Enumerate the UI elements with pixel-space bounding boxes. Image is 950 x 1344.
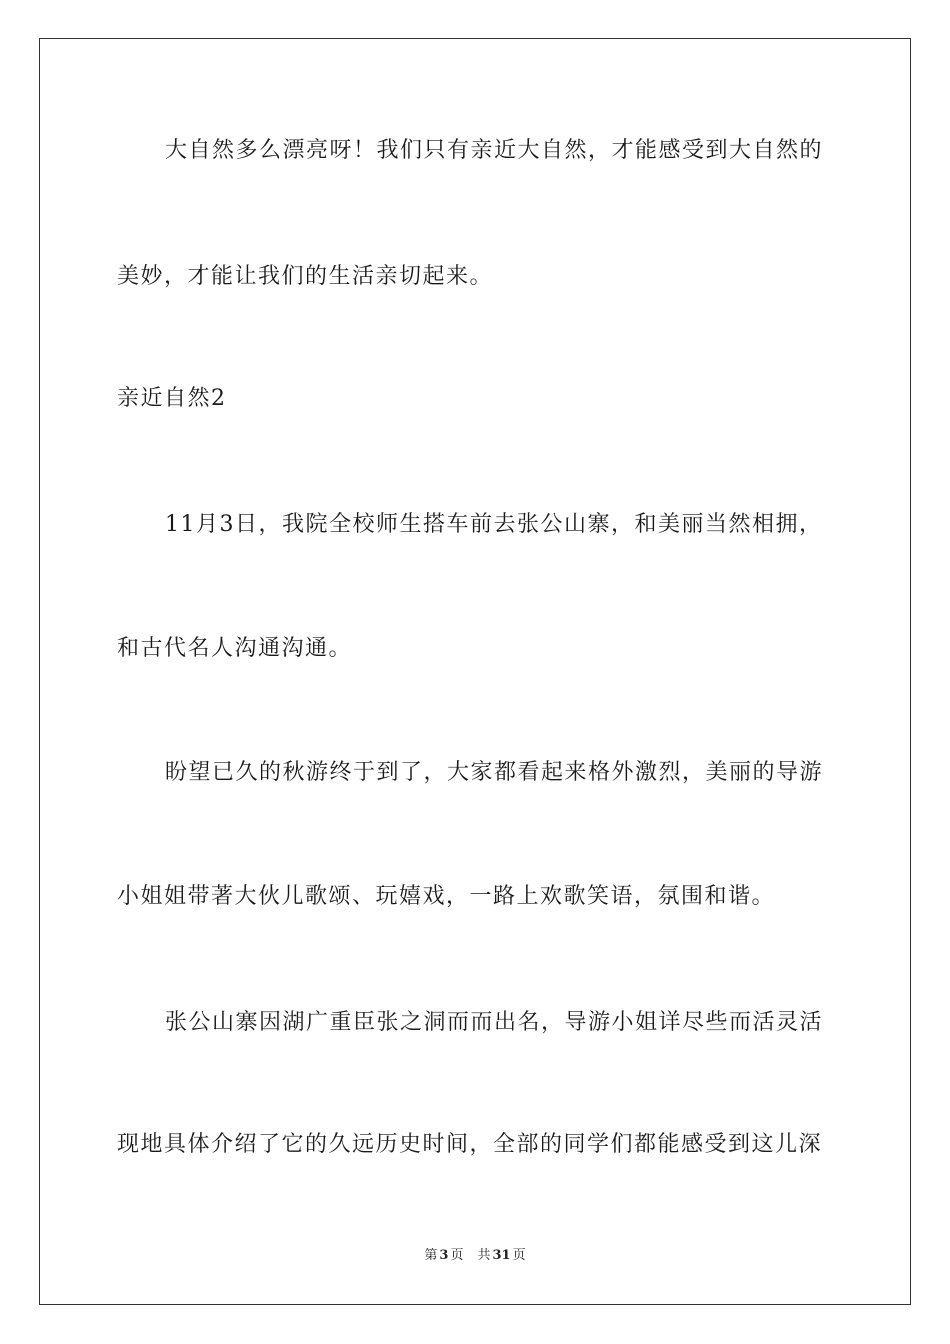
page-border [39,38,911,1305]
paragraph-line: 小姐姐带著大伙儿歌颂、玩嬉戏，一路上欢歌笑语，氛围和谐。 [117,884,776,909]
total-prefix: 共 [477,1248,491,1263]
paragraph-line: 现地具体介绍了它的久远历史时间，全部的同学们都能感受到这儿深 [117,1132,823,1157]
paragraph-line: 大自然多么漂亮呀！我们只有亲近大自然，才能感受到大自然的 [165,138,824,163]
paragraph-line: 盼望已久的秋游终于到了，大家都看起来格外激烈，美丽的导游 [165,760,824,785]
paragraph-line: 美妙，才能让我们的生活亲切起来。 [117,264,494,289]
total-pages: 31 [492,1248,511,1263]
paragraph-line: 11月3日，我院全校师生搭车前去张公山寨，和美丽当然相拥， [165,512,823,537]
paragraph-line: 张公山寨因湖广重臣张之洞而而出名，导游小姐详尽些而活灵活 [165,1010,824,1035]
page-suffix: 页 [450,1248,464,1263]
paragraph-line: 和古代名人沟通沟通。 [117,636,353,661]
page-number: 3 [439,1248,449,1263]
section-heading: 亲近自然2 [117,386,227,411]
page-prefix: 第 [424,1248,438,1263]
total-suffix: 页 [512,1248,526,1263]
page-footer [0,1247,950,1265]
